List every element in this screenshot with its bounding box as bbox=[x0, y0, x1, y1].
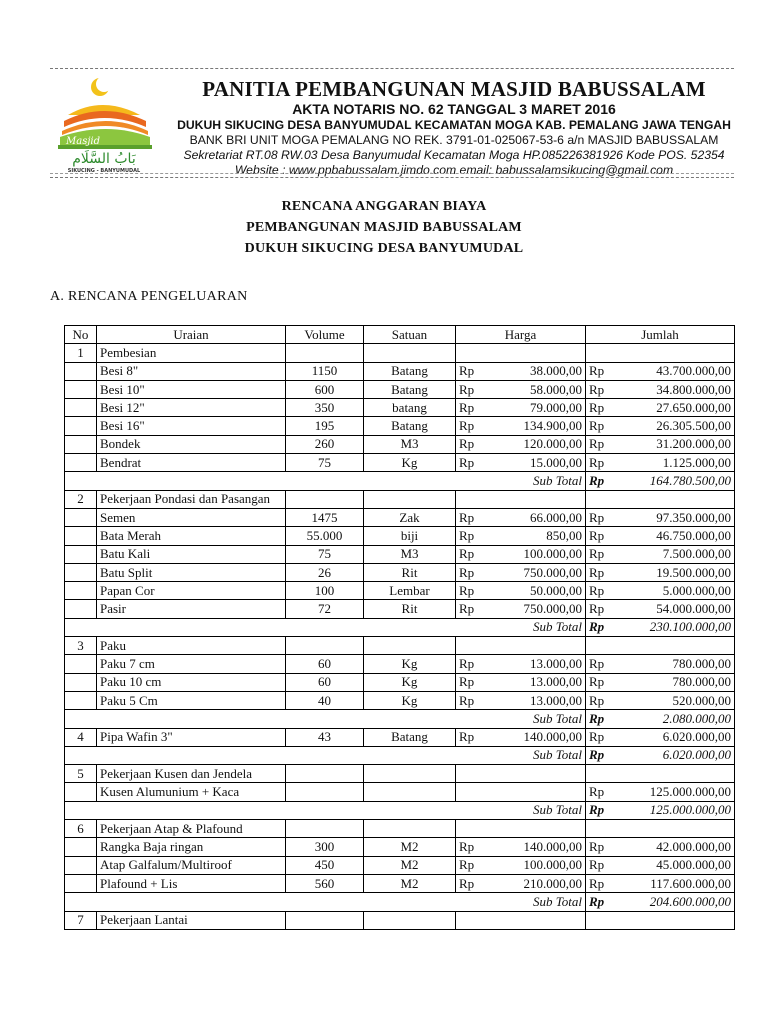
unit-cell bbox=[364, 472, 456, 490]
currency-label: Rp bbox=[456, 600, 484, 618]
row-number bbox=[65, 838, 97, 856]
title-line-1: RENCANA ANGGARAN BIAYA bbox=[281, 199, 487, 214]
currency-label: Rp bbox=[456, 527, 484, 545]
price-cell: 13.000,00 bbox=[484, 655, 586, 673]
table-row bbox=[65, 527, 735, 545]
item-description bbox=[97, 618, 286, 636]
volume-cell bbox=[286, 820, 364, 838]
document-title bbox=[0, 196, 768, 259]
amount-cell: 97.350.000,00 bbox=[614, 508, 735, 526]
amount-cell: 780.000,00 bbox=[614, 673, 735, 691]
row-number bbox=[65, 600, 97, 618]
volume-cell: 40 bbox=[286, 691, 364, 709]
volume-cell: 600 bbox=[286, 380, 364, 398]
row-number bbox=[65, 673, 97, 691]
price-cell bbox=[456, 490, 586, 508]
price-cell: 79.000,00 bbox=[484, 399, 586, 417]
currency-label: Rp bbox=[456, 691, 484, 709]
subtotal-amount: 230.100.000,00 bbox=[614, 618, 735, 636]
currency-label: Rp bbox=[456, 545, 484, 563]
amount-cell bbox=[586, 344, 735, 362]
price-cell bbox=[456, 820, 586, 838]
row-number: 7 bbox=[65, 911, 97, 929]
row-number bbox=[65, 435, 97, 453]
amount-cell: 520.000,00 bbox=[614, 691, 735, 709]
row-number bbox=[65, 893, 97, 911]
row-number bbox=[65, 563, 97, 581]
volume-cell bbox=[286, 765, 364, 783]
subtotal-amount: 204.600.000,00 bbox=[614, 893, 735, 911]
subtotal-label: Sub Total bbox=[456, 893, 586, 911]
amount-cell: 46.750.000,00 bbox=[614, 527, 735, 545]
row-number bbox=[65, 362, 97, 380]
item-description bbox=[97, 801, 286, 819]
row-number bbox=[65, 582, 97, 600]
unit-cell bbox=[364, 801, 456, 819]
currency-label: Rp bbox=[456, 838, 484, 856]
item-description: Plafound + Lis bbox=[97, 874, 286, 892]
currency-label: Rp bbox=[586, 454, 614, 472]
volume-cell bbox=[286, 746, 364, 764]
table-row bbox=[65, 856, 735, 874]
unit-cell: M2 bbox=[364, 856, 456, 874]
table-row bbox=[65, 454, 735, 472]
volume-cell: 75 bbox=[286, 454, 364, 472]
price-cell: 58.000,00 bbox=[484, 380, 586, 398]
price-cell: 100.000,00 bbox=[484, 856, 586, 874]
currency-label: Rp bbox=[456, 655, 484, 673]
subtotal-label: Sub Total bbox=[456, 746, 586, 764]
amount-cell: 34.800.000,00 bbox=[614, 380, 735, 398]
table-row bbox=[65, 600, 735, 618]
price-cell: 13.000,00 bbox=[484, 673, 586, 691]
row-number bbox=[65, 746, 97, 764]
item-description: Rangka Baja ringan bbox=[97, 838, 286, 856]
volume-cell: 195 bbox=[286, 417, 364, 435]
group-title: Pekerjaan Pondasi dan Pasangan bbox=[97, 490, 286, 508]
item-description: Pasir bbox=[97, 600, 286, 618]
address-line: DUKUH SIKUCING DESA BANYUMUDAL KECAMATAN MOGA KAB. PEMALANG JAWA TENGAH bbox=[177, 118, 731, 132]
unit-cell bbox=[364, 746, 456, 764]
currency-label: Rp bbox=[456, 417, 484, 435]
amount-cell: 42.000.000,00 bbox=[614, 838, 735, 856]
price-cell: 850,00 bbox=[484, 527, 586, 545]
volume-cell: 72 bbox=[286, 600, 364, 618]
row-number: 1 bbox=[65, 344, 97, 362]
subtotal-row bbox=[65, 893, 735, 911]
item-description: Bondek bbox=[97, 435, 286, 453]
section-heading: A. RENCANA PENGELUARAN bbox=[50, 289, 248, 304]
volume-cell: 300 bbox=[286, 838, 364, 856]
item-description bbox=[97, 472, 286, 490]
volume-cell: 450 bbox=[286, 856, 364, 874]
currency-label: Rp bbox=[586, 691, 614, 709]
row-number bbox=[65, 618, 97, 636]
item-description: Bata Merah bbox=[97, 527, 286, 545]
volume-cell: 43 bbox=[286, 728, 364, 746]
item-description: Besi 16" bbox=[97, 417, 286, 435]
currency-label: Rp bbox=[586, 582, 614, 600]
currency-label: Rp bbox=[586, 417, 614, 435]
currency-label: Rp bbox=[586, 874, 614, 892]
row-number bbox=[65, 380, 97, 398]
letterhead bbox=[50, 68, 734, 178]
group-title: Pekerjaan Lantai bbox=[97, 911, 286, 929]
currency-label: Rp bbox=[586, 600, 614, 618]
row-number bbox=[65, 874, 97, 892]
group-title-row bbox=[65, 820, 735, 838]
group-title-row bbox=[65, 765, 735, 783]
unit-cell: Kg bbox=[364, 691, 456, 709]
unit-cell bbox=[364, 820, 456, 838]
volume-cell bbox=[286, 893, 364, 911]
table-header-row bbox=[65, 326, 735, 344]
price-cell: 140.000,00 bbox=[484, 838, 586, 856]
item-description: Paku 7 cm bbox=[97, 655, 286, 673]
volume-cell: 75 bbox=[286, 545, 364, 563]
item-description bbox=[97, 710, 286, 728]
currency-label: Rp bbox=[586, 380, 614, 398]
amount-cell: 125.000.000,00 bbox=[614, 783, 735, 801]
item-description bbox=[97, 746, 286, 764]
table-row bbox=[65, 435, 735, 453]
table-row bbox=[65, 362, 735, 380]
title-line-3: DUKUH SIKUCING DESA BANYUMUDAL bbox=[244, 241, 524, 256]
subtotal-row bbox=[65, 801, 735, 819]
currency-label: Rp bbox=[456, 435, 484, 453]
item-description: Besi 8" bbox=[97, 362, 286, 380]
svg-text:Masjid: Masjid bbox=[66, 136, 101, 147]
unit-cell: Zak bbox=[364, 508, 456, 526]
table-row bbox=[65, 783, 735, 801]
subtotal-amount: 2.080.000,00 bbox=[614, 710, 735, 728]
currency-label: Rp bbox=[586, 746, 614, 764]
subtotal-amount: 125.000.000,00 bbox=[614, 801, 735, 819]
volume-cell: 350 bbox=[286, 399, 364, 417]
row-number bbox=[65, 545, 97, 563]
item-description: Semen bbox=[97, 508, 286, 526]
volume-cell bbox=[286, 710, 364, 728]
currency-label: Rp bbox=[586, 527, 614, 545]
currency-label: Rp bbox=[456, 399, 484, 417]
bank-line: BANK BRI UNIT MOGA PEMALANG NO REK. 3791-01-025067-53-6 a/n MASJID BABUSSALAM bbox=[189, 133, 719, 147]
unit-cell bbox=[364, 710, 456, 728]
unit-cell bbox=[364, 618, 456, 636]
header-satuan: Satuan bbox=[364, 326, 456, 344]
row-number: 5 bbox=[65, 765, 97, 783]
volume-cell bbox=[286, 911, 364, 929]
unit-cell: Batang bbox=[364, 380, 456, 398]
currency-label: Rp bbox=[586, 856, 614, 874]
volume-cell: 1150 bbox=[286, 362, 364, 380]
price-cell: 50.000,00 bbox=[484, 582, 586, 600]
item-description: Atap Galfalum/Multiroof bbox=[97, 856, 286, 874]
row-number bbox=[65, 655, 97, 673]
row-number: 6 bbox=[65, 820, 97, 838]
group-title-row bbox=[65, 490, 735, 508]
subtotal-label: Sub Total bbox=[456, 618, 586, 636]
volume-cell: 560 bbox=[286, 874, 364, 892]
price-cell bbox=[456, 783, 586, 801]
unit-cell: Batang bbox=[364, 728, 456, 746]
unit-cell: Kg bbox=[364, 454, 456, 472]
unit-cell: biji bbox=[364, 527, 456, 545]
price-cell bbox=[456, 911, 586, 929]
currency-label: Rp bbox=[586, 801, 614, 819]
currency-label: Rp bbox=[586, 655, 614, 673]
header-no: No bbox=[65, 326, 97, 344]
currency-label: Rp bbox=[456, 454, 484, 472]
subtotal-row bbox=[65, 618, 735, 636]
subtotal-row bbox=[65, 710, 735, 728]
currency-label: Rp bbox=[456, 508, 484, 526]
currency-label: Rp bbox=[456, 728, 484, 746]
item-description: Besi 12" bbox=[97, 399, 286, 417]
currency-label: Rp bbox=[586, 508, 614, 526]
unit-cell bbox=[364, 637, 456, 655]
price-cell: 15.000,00 bbox=[484, 454, 586, 472]
currency-label: Rp bbox=[586, 893, 614, 911]
currency-label: Rp bbox=[456, 874, 484, 892]
row-number bbox=[65, 417, 97, 435]
website-line: Website : www.ppbabussalam.jimdo.com email: babussalamsikucing@gmail.com bbox=[234, 163, 674, 177]
table-row bbox=[65, 417, 735, 435]
table-row bbox=[65, 582, 735, 600]
row-number bbox=[65, 856, 97, 874]
table-row bbox=[65, 673, 735, 691]
table-row bbox=[65, 563, 735, 581]
volume-cell bbox=[286, 618, 364, 636]
row-number bbox=[65, 783, 97, 801]
header-jumlah: Jumlah bbox=[586, 326, 735, 344]
group-title: Pekerjaan Atap & Plafound bbox=[97, 820, 286, 838]
group-title-row bbox=[65, 911, 735, 929]
unit-cell bbox=[364, 344, 456, 362]
table-row bbox=[65, 874, 735, 892]
price-cell: 140.000,00 bbox=[484, 728, 586, 746]
subtotal-label: Sub Total bbox=[456, 710, 586, 728]
row-number: 2 bbox=[65, 490, 97, 508]
amount-cell bbox=[586, 490, 735, 508]
subtotal-row bbox=[65, 746, 735, 764]
item-description: Kusen Alumunium + Kaca bbox=[97, 783, 286, 801]
currency-label: Rp bbox=[586, 545, 614, 563]
amount-cell bbox=[586, 637, 735, 655]
subtotal-label: Sub Total bbox=[456, 472, 586, 490]
volume-cell bbox=[286, 472, 364, 490]
price-cell: 134.900,00 bbox=[484, 417, 586, 435]
currency-label: Rp bbox=[586, 362, 614, 380]
item-description: Paku 10 cm bbox=[97, 673, 286, 691]
table-row bbox=[65, 545, 735, 563]
header-harga: Harga bbox=[456, 326, 586, 344]
group-title: Pekerjaan Kusen dan Jendela bbox=[97, 765, 286, 783]
svg-text:بَابُ السَّلَام: بَابُ السَّلَام bbox=[72, 151, 136, 167]
header-volume: Volume bbox=[286, 326, 364, 344]
subtotal-label: Sub Total bbox=[456, 801, 586, 819]
amount-cell: 43.700.000,00 bbox=[614, 362, 735, 380]
unit-cell: Rit bbox=[364, 600, 456, 618]
volume-cell bbox=[286, 801, 364, 819]
price-cell: 210.000,00 bbox=[484, 874, 586, 892]
currency-label: Rp bbox=[586, 472, 614, 490]
budget-table bbox=[64, 325, 735, 930]
group-title-row bbox=[65, 637, 735, 655]
price-cell bbox=[456, 344, 586, 362]
volume-cell: 55.000 bbox=[286, 527, 364, 545]
volume-cell: 1475 bbox=[286, 508, 364, 526]
unit-cell bbox=[364, 765, 456, 783]
item-description: Papan Cor bbox=[97, 582, 286, 600]
row-number bbox=[65, 801, 97, 819]
price-cell: 120.000,00 bbox=[484, 435, 586, 453]
currency-label: Rp bbox=[586, 618, 614, 636]
unit-cell: Kg bbox=[364, 655, 456, 673]
table-row bbox=[65, 380, 735, 398]
volume-cell: 60 bbox=[286, 673, 364, 691]
item-description: Batu Kali bbox=[97, 545, 286, 563]
item-description: Paku 5 Cm bbox=[97, 691, 286, 709]
volume-cell: 26 bbox=[286, 563, 364, 581]
amount-cell bbox=[586, 911, 735, 929]
amount-cell: 5.000.000,00 bbox=[614, 582, 735, 600]
currency-label: Rp bbox=[586, 838, 614, 856]
group-title: Pembesian bbox=[97, 344, 286, 362]
volume-cell bbox=[286, 783, 364, 801]
amount-cell: 27.650.000,00 bbox=[614, 399, 735, 417]
currency-label: Rp bbox=[456, 380, 484, 398]
unit-cell bbox=[364, 893, 456, 911]
row-number: 3 bbox=[65, 637, 97, 655]
unit-cell: batang bbox=[364, 399, 456, 417]
group-title: Paku bbox=[97, 637, 286, 655]
price-cell bbox=[456, 637, 586, 655]
subtotal-row bbox=[65, 472, 735, 490]
currency-label: Rp bbox=[586, 728, 614, 746]
currency-label: Rp bbox=[586, 399, 614, 417]
subtotal-amount: 164.780.500,00 bbox=[614, 472, 735, 490]
unit-cell bbox=[364, 783, 456, 801]
price-cell: 750.000,00 bbox=[484, 600, 586, 618]
volume-cell: 100 bbox=[286, 582, 364, 600]
unit-cell: Rit bbox=[364, 563, 456, 581]
amount-cell bbox=[586, 820, 735, 838]
currency-label: Rp bbox=[456, 856, 484, 874]
unit-cell bbox=[364, 911, 456, 929]
currency-label: Rp bbox=[586, 563, 614, 581]
table-row bbox=[65, 399, 735, 417]
volume-cell: 260 bbox=[286, 435, 364, 453]
table-row bbox=[65, 691, 735, 709]
amount-cell: 6.020.000,00 bbox=[614, 728, 735, 746]
currency-label: Rp bbox=[456, 563, 484, 581]
unit-cell: Kg bbox=[364, 673, 456, 691]
amount-cell: 45.000.000,00 bbox=[614, 856, 735, 874]
price-cell bbox=[456, 765, 586, 783]
price-cell: 100.000,00 bbox=[484, 545, 586, 563]
price-cell: 13.000,00 bbox=[484, 691, 586, 709]
item-description: Bendrat bbox=[97, 454, 286, 472]
row-number bbox=[65, 710, 97, 728]
row-number bbox=[65, 472, 97, 490]
currency-label: Rp bbox=[456, 582, 484, 600]
table-row bbox=[65, 838, 735, 856]
currency-label: Rp bbox=[586, 710, 614, 728]
unit-cell: M3 bbox=[364, 545, 456, 563]
price-cell: 38.000,00 bbox=[484, 362, 586, 380]
currency-label: Rp bbox=[456, 362, 484, 380]
amount-cell bbox=[586, 765, 735, 783]
item-description: Besi 10" bbox=[97, 380, 286, 398]
currency-label: Rp bbox=[586, 783, 614, 801]
header-uraian: Uraian bbox=[97, 326, 286, 344]
title-line-2: PEMBANGUNAN MASJID BABUSSALAM bbox=[246, 220, 522, 235]
row-number bbox=[65, 527, 97, 545]
table-body bbox=[65, 344, 735, 930]
price-cell: 66.000,00 bbox=[484, 508, 586, 526]
unit-cell: M3 bbox=[364, 435, 456, 453]
amount-cell: 19.500.000,00 bbox=[614, 563, 735, 581]
amount-cell: 1.125.000,00 bbox=[614, 454, 735, 472]
row-number: 4 bbox=[65, 728, 97, 746]
group-title: Pipa Wafin 3" bbox=[97, 728, 286, 746]
item-description: Batu Split bbox=[97, 563, 286, 581]
price-cell: 750.000,00 bbox=[484, 563, 586, 581]
amount-cell: 31.200.000,00 bbox=[614, 435, 735, 453]
akta-line: AKTA NOTARIS NO. 62 TANGGAL 3 MARET 2016 bbox=[292, 101, 616, 117]
amount-cell: 7.500.000,00 bbox=[614, 545, 735, 563]
unit-cell: M2 bbox=[364, 838, 456, 856]
volume-cell bbox=[286, 637, 364, 655]
row-number bbox=[65, 508, 97, 526]
amount-cell: 780.000,00 bbox=[614, 655, 735, 673]
group-title-row bbox=[65, 344, 735, 362]
amount-cell: 117.600.000,00 bbox=[614, 874, 735, 892]
table-row bbox=[65, 655, 735, 673]
currency-label: Rp bbox=[586, 435, 614, 453]
row-number bbox=[65, 691, 97, 709]
item-description bbox=[97, 893, 286, 911]
svg-text:SIKUCING - BANYUMUDAL: SIKUCING - BANYUMUDAL bbox=[67, 168, 141, 174]
row-number bbox=[65, 399, 97, 417]
unit-cell: Batang bbox=[364, 362, 456, 380]
unit-cell bbox=[364, 490, 456, 508]
unit-cell: Lembar bbox=[364, 582, 456, 600]
amount-cell: 54.000.000,00 bbox=[614, 600, 735, 618]
amount-cell: 26.305.500,00 bbox=[614, 417, 735, 435]
row-number bbox=[65, 454, 97, 472]
table-row bbox=[65, 508, 735, 526]
organization-title: PANITIA PEMBANGUNAN MASJID BABUSSALAM bbox=[202, 77, 706, 101]
mosque-logo bbox=[54, 75, 164, 175]
volume-cell bbox=[286, 490, 364, 508]
currency-label: Rp bbox=[456, 673, 484, 691]
volume-cell bbox=[286, 344, 364, 362]
subtotal-amount: 6.020.000,00 bbox=[614, 746, 735, 764]
volume-cell: 60 bbox=[286, 655, 364, 673]
group-title-row bbox=[65, 728, 735, 746]
currency-label: Rp bbox=[586, 673, 614, 691]
sekretariat-line: Sekretariat RT.08 RW.03 Desa Banyumudal Kecamatan Moga HP.085226381926 Kode POS. 52354 bbox=[183, 148, 725, 162]
unit-cell: Batang bbox=[364, 417, 456, 435]
unit-cell: M2 bbox=[364, 874, 456, 892]
